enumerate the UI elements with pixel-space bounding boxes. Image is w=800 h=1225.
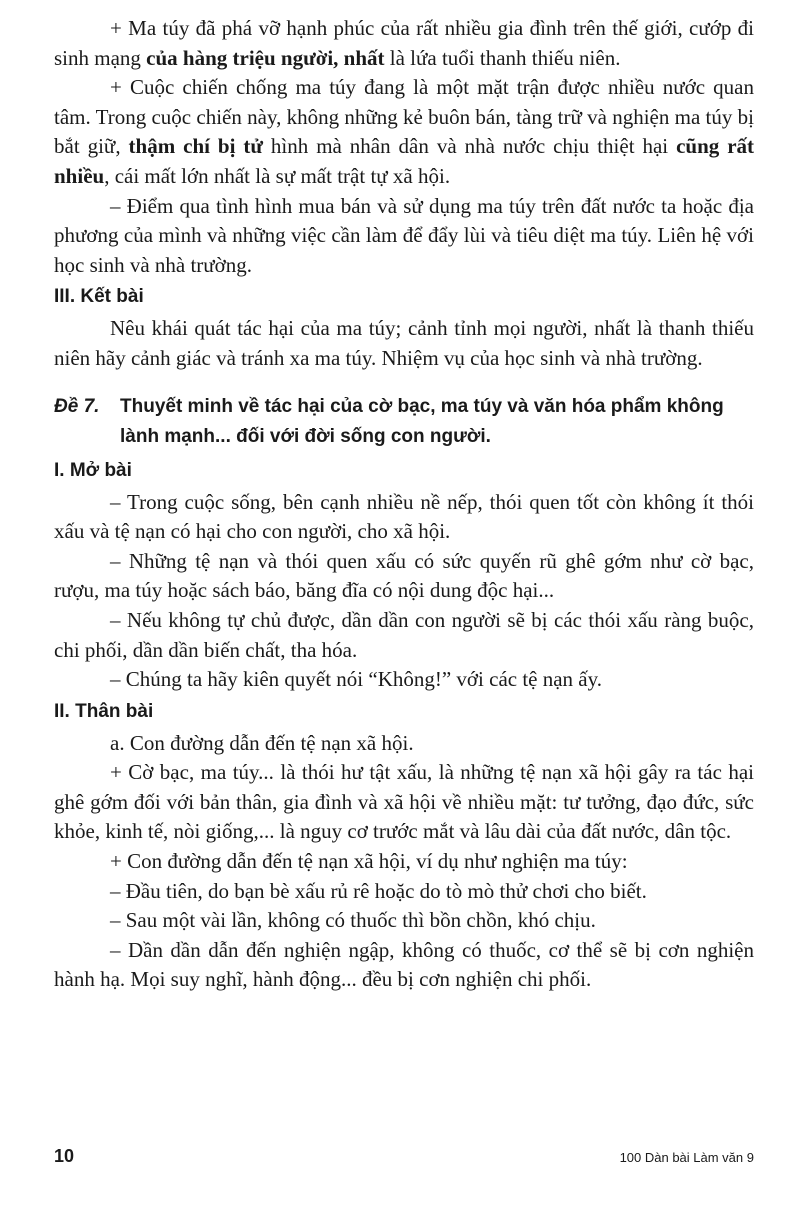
list-item: – Dần dần dẫn đến nghiện ngập, không có thuốc, cơ thể sẽ bị cơn nghiện hành hạ. Mọi suy nghĩ, hành động... đều bị cơn nghiện chi phối. — [54, 937, 754, 992]
page-footer — [54, 1146, 754, 1167]
exam-question-7 — [54, 392, 754, 452]
text-span: + Cuộc chiến chống ma túy đang là một mặt trận được nhiều nước quan tâm. Trong cuộc chiến này, không những kẻ buôn bán, tàng trữ và nghiện ma túy bị bắt giữ, — [54, 75, 754, 159]
list-item: – Đầu tiên, do bạn bè xấu rủ rê hoặc do tò mò thử chơi cho biết. — [110, 878, 647, 903]
list-item: + Con đường dẫn đến tệ nạn xã hội, ví dụ như nghiện ma túy: — [110, 849, 628, 874]
section-heading-than-bai: II. Thân bài — [54, 700, 154, 722]
text-span: + Ma túy đã phá vỡ hạnh phúc của rất nhiều gia đình trên thế giới, cướp đi sinh mạng — [54, 16, 754, 70]
list-item: – Những tệ nạn và thói quen xấu có sức quyến rũ ghê gớm như cờ bạc, rượu, ma túy hoặc sách báo, băng đĩa có nội dung độc hại... — [54, 548, 754, 603]
list-item: a. Con đường dẫn đến tệ nạn xã hội. — [110, 730, 414, 755]
exam-label: Đề 7. — [54, 395, 100, 417]
section-heading-mo-bai: I. Mở bài — [54, 459, 132, 481]
list-item: – Nếu không tự chủ được, dần dần con người sẽ bị các thói xấu ràng buộc, chi phối, dần dần biến chất, tha hóa. — [54, 607, 754, 662]
list-item: – Chúng ta hãy kiên quyết nói “Không!” với các tệ nạn ấy. — [110, 667, 603, 692]
text-span: , cái mất lớn nhất là sự mất trật tự xã hội. — [104, 163, 451, 188]
text-span: là lứa tuổi thanh thiếu niên. — [384, 45, 621, 70]
paragraph-war-on-drugs — [54, 73, 754, 191]
bold-span: của hàng triệu người, nhất — [146, 45, 385, 70]
paragraph-local-situation: – Điểm qua tình hình mua bán và sử dụng ma túy trên đất nước ta hoặc địa phương của mình và những việc cần làm để đẩy lùi và tiêu diệt ma túy. Liên hệ với học sinh và nhà trường. — [54, 193, 754, 277]
page-number: 10 — [54, 1146, 75, 1166]
paragraph-ket-bai: Nêu khái quát tác hại của ma túy; cảnh tỉnh mọi người, nhất là thanh thiếu niên hãy cảnh giác và tránh xa ma túy. Nhiệm vụ của học sinh và nhà trường. — [54, 316, 754, 370]
book-title: 100 Dàn bài Làm văn 9 — [619, 1150, 754, 1165]
list-item: – Trong cuộc sống, bên cạnh nhiều nề nếp, thói quen tốt còn không ít thói xấu và tệ nạn có hại cho con người, cho xã hội. — [54, 489, 754, 544]
list-item: – Sau một vài lần, không có thuốc thì bồn chồn, khó chịu. — [110, 908, 596, 933]
exam-title: Thuyết minh về tác hại của cờ bạc, ma túy và văn hóa phẩm không lành mạnh... đối với đời sống con người. — [120, 395, 724, 447]
list-item: + Cờ bạc, ma túy... là thói hư tật xấu, là những tệ nạn xã hội gây ra tác hại ghê gớm đối với bản thân, gia đình và xã hội về nhiều mặt: tư tưởng, đạo đức, sức khỏe, kinh tế, nòi giống,... là nguy cơ trước mắt và lâu dài của đất nước, dân tộc. — [54, 760, 754, 844]
text-span: hình mà nhân dân và nhà nước chịu thiệt hại — [262, 134, 677, 159]
paragraph-drug-destroys-families — [54, 14, 754, 73]
section-heading-ket-bai: III. Kết bài — [54, 286, 144, 308]
bold-span: cũng rất nhiều — [54, 134, 755, 188]
bold-span: thậm chí bị tử — [128, 134, 263, 159]
